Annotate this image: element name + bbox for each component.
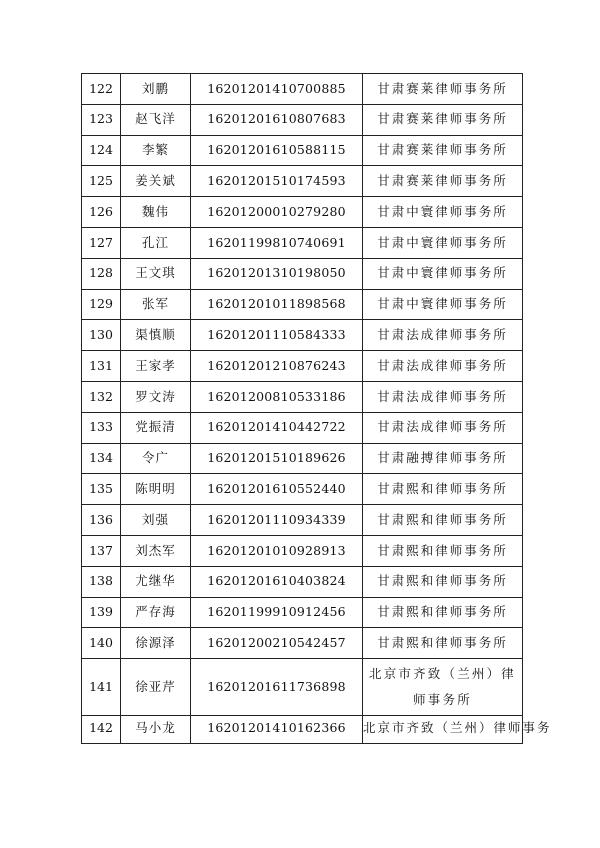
lawyer-name-cell <box>121 566 191 597</box>
row-number-cell-text: 132 <box>89 388 113 404</box>
law-firm-cell-text: 甘肃赛莱律师事务所 <box>377 173 508 189</box>
row-number-cell-text: 123 <box>89 111 113 127</box>
lawyer-name-cell-text: 马小龙 <box>135 720 176 736</box>
law-firm-cell <box>363 716 552 744</box>
license-number-cell-text: 16201201110584333 <box>207 327 346 343</box>
license-number-cell-text: 16201201610403824 <box>207 573 346 589</box>
lawyer-name-cell <box>121 351 191 382</box>
table-row <box>82 628 523 659</box>
lawyer-name-cell <box>121 535 191 566</box>
lawyer-name-cell <box>121 166 191 197</box>
row-number-cell-text: 125 <box>89 173 113 189</box>
law-firm-cell <box>363 443 523 474</box>
law-firm-cell-text: 甘肃法成律师事务所 <box>377 419 508 435</box>
license-number-cell-text: 16201201610552440 <box>207 481 346 496</box>
license-number-cell-text: 16201201610807683 <box>207 111 346 127</box>
law-firm-cell <box>363 197 523 228</box>
row-number-cell <box>82 104 121 135</box>
table-row <box>82 505 523 536</box>
license-number-cell <box>191 289 363 320</box>
law-firm-cell-text: 甘肃赛莱律师事务所 <box>377 80 508 96</box>
license-number-cell <box>191 535 363 566</box>
lawyer-name-cell-text: 赵飞洋 <box>135 111 176 127</box>
law-firm-cell <box>363 135 523 166</box>
row-number-cell <box>82 659 121 716</box>
table-row <box>82 289 523 320</box>
table-row <box>82 566 523 597</box>
law-firm-cell-text: 甘肃法成律师事务所 <box>377 357 508 373</box>
law-firm-cell-text: 甘肃融搏律师事务所 <box>377 450 508 466</box>
table-row <box>82 597 523 628</box>
lawyer-name-cell-text: 陈明明 <box>135 481 176 496</box>
law-firm-cell-text: 甘肃法成律师事务所 <box>377 327 508 343</box>
lawyer-name-cell-text: 尤继华 <box>135 573 176 589</box>
lawyer-name-cell <box>121 716 191 744</box>
law-firm-cell <box>363 659 523 716</box>
law-firm-cell <box>363 381 523 412</box>
license-number-cell-text: 16201200210542457 <box>207 634 346 650</box>
lawyer-name-cell <box>121 135 191 166</box>
row-number-cell <box>82 597 121 628</box>
table-row <box>82 351 523 382</box>
lawyer-name-cell-text: 姜关斌 <box>135 173 176 189</box>
law-firm-cell-text: 甘肃熙和律师事务所 <box>377 634 508 650</box>
license-number-cell-text: 16201201410162366 <box>207 720 346 736</box>
row-number-cell-text: 137 <box>89 542 113 558</box>
row-number-cell-text: 141 <box>89 678 113 694</box>
row-number-cell-text: 131 <box>89 357 113 373</box>
law-firm-cell-text: 甘肃法成律师事务所 <box>377 388 508 404</box>
row-number-cell <box>82 443 121 474</box>
row-number-cell-text: 138 <box>89 573 113 589</box>
lawyer-name-cell-text: 徐亚芹 <box>135 678 176 694</box>
law-firm-cell-text: 甘肃熙和律师事务所 <box>377 481 508 496</box>
law-firm-cell-text: 甘肃中寰律师事务所 <box>377 296 508 312</box>
row-number-cell-text: 134 <box>89 450 113 466</box>
table-row <box>82 412 523 443</box>
license-number-cell <box>191 320 363 351</box>
row-number-cell-text: 139 <box>89 604 113 620</box>
license-number-cell <box>191 197 363 228</box>
row-number-cell-text: 133 <box>89 419 113 435</box>
lawyer-name-cell <box>121 227 191 258</box>
license-number-cell <box>191 597 363 628</box>
lawyer-name-cell-text: 张军 <box>141 296 169 312</box>
table-row <box>82 197 523 228</box>
license-number-cell <box>191 474 363 505</box>
lawyer-name-cell <box>121 443 191 474</box>
table-row <box>82 258 523 289</box>
lawyer-name-cell-text: 王家孝 <box>135 357 176 373</box>
law-firm-cell <box>363 505 523 536</box>
row-number-cell <box>82 351 121 382</box>
license-number-cell <box>191 381 363 412</box>
lawyer-name-cell <box>121 258 191 289</box>
license-number-cell-text: 16201201011898568 <box>207 296 346 312</box>
license-number-cell <box>191 505 363 536</box>
lawyer-name-cell <box>121 289 191 320</box>
lawyer-name-cell <box>121 104 191 135</box>
lawyer-name-cell-text: 渠慎顺 <box>135 327 176 343</box>
law-firm-cell-text: 甘肃中寰律师事务所 <box>377 265 508 281</box>
lawyer-name-cell-text: 徐源泽 <box>135 634 176 650</box>
row-number-cell <box>82 412 121 443</box>
license-number-cell <box>191 659 363 716</box>
law-firm-cell <box>363 166 523 197</box>
lawyer-name-cell-text: 孔江 <box>141 234 169 250</box>
license-number-cell-text: 16201201310198050 <box>207 265 346 281</box>
license-number-cell-text: 16201201610588115 <box>207 142 346 158</box>
license-number-cell-text: 16201201611736898 <box>207 678 346 694</box>
law-firm-cell <box>363 566 523 597</box>
row-number-cell-text: 130 <box>89 327 113 343</box>
law-firm-cell <box>363 74 523 105</box>
row-number-cell-text: 127 <box>89 234 113 250</box>
license-number-cell <box>191 166 363 197</box>
law-firm-cell <box>363 258 523 289</box>
license-number-cell-text: 16201200810533186 <box>207 388 346 404</box>
law-firm-cell <box>363 351 523 382</box>
row-number-cell-text: 135 <box>89 481 113 496</box>
row-number-cell-text: 124 <box>89 142 113 158</box>
law-firm-cell-text: 甘肃熙和律师事务所 <box>377 511 508 527</box>
table-row <box>82 535 523 566</box>
lawyer-name-cell <box>121 628 191 659</box>
law-firm-cell <box>363 320 523 351</box>
law-firm-cell <box>363 474 523 505</box>
row-number-cell <box>82 258 121 289</box>
row-number-cell <box>82 289 121 320</box>
law-firm-cell-text: 甘肃赛莱律师事务所 <box>377 111 508 127</box>
lawyer-name-cell-text: 刘强 <box>141 511 169 527</box>
license-number-cell <box>191 74 363 105</box>
license-number-cell <box>191 258 363 289</box>
table-row <box>82 135 523 166</box>
table-row <box>82 659 523 716</box>
row-number-cell <box>82 227 121 258</box>
law-firm-cell-text: 甘肃赛莱律师事务所 <box>377 142 508 158</box>
law-firm-cell <box>363 104 523 135</box>
lawyer-name-cell <box>121 505 191 536</box>
license-number-cell-text: 16201201110934339 <box>207 511 346 527</box>
row-number-cell-text: 122 <box>89 80 113 96</box>
license-number-cell-text: 16201199910912456 <box>207 604 346 620</box>
license-number-cell <box>191 104 363 135</box>
license-number-cell-text: 16201201510174593 <box>207 173 346 189</box>
row-number-cell <box>82 716 121 744</box>
law-firm-cell <box>363 597 523 628</box>
license-number-cell-text: 16201201410442722 <box>207 419 346 435</box>
row-number-cell-text: 129 <box>89 296 113 312</box>
license-number-cell-text: 16201200010279280 <box>207 203 346 219</box>
license-number-cell <box>191 716 363 744</box>
row-number-cell <box>82 474 121 505</box>
table-row <box>82 381 523 412</box>
license-number-cell-text: 16201201010928913 <box>207 542 346 558</box>
row-number-cell <box>82 74 121 105</box>
lawyer-name-cell <box>121 197 191 228</box>
row-number-cell <box>82 535 121 566</box>
table-row <box>82 716 523 744</box>
lawyer-name-cell <box>121 474 191 505</box>
law-firm-cell-text: 北京市齐致（兰州）律师事务所 <box>369 666 517 708</box>
table-row <box>82 320 523 351</box>
license-number-cell <box>191 443 363 474</box>
row-number-cell <box>82 135 121 166</box>
table-row <box>82 166 523 197</box>
row-number-cell-text: 142 <box>89 720 113 736</box>
lawyer-name-cell-text: 王文琪 <box>135 265 176 281</box>
row-number-cell-text: 136 <box>89 511 113 527</box>
table-row <box>82 74 523 105</box>
table-row <box>82 104 523 135</box>
license-number-cell <box>191 351 363 382</box>
license-number-cell <box>191 227 363 258</box>
lawyer-name-cell-text: 党振清 <box>135 419 176 435</box>
row-number-cell <box>82 320 121 351</box>
license-number-cell-text: 16201201210876243 <box>207 357 346 373</box>
lawyer-name-cell-text: 刘杰军 <box>135 542 176 558</box>
lawyer-name-cell-text: 魏伟 <box>141 203 169 219</box>
row-number-cell-text: 126 <box>89 203 113 219</box>
law-firm-cell <box>363 628 523 659</box>
lawyer-roster-table <box>81 73 552 744</box>
row-number-cell <box>82 166 121 197</box>
license-number-cell <box>191 412 363 443</box>
license-number-cell <box>191 135 363 166</box>
lawyer-name-cell <box>121 412 191 443</box>
law-firm-cell-text: 甘肃熙和律师事务所 <box>377 604 508 620</box>
lawyer-name-cell-text: 刘鹏 <box>141 80 169 96</box>
license-number-cell-text: 16201201410700885 <box>207 80 346 96</box>
lawyer-name-cell-text: 李繁 <box>141 142 169 158</box>
row-number-cell <box>82 628 121 659</box>
law-firm-cell <box>363 412 523 443</box>
lawyer-name-cell-text: 罗文涛 <box>135 388 176 404</box>
table-row <box>82 227 523 258</box>
row-number-cell <box>82 381 121 412</box>
lawyer-name-cell <box>121 74 191 105</box>
lawyer-name-cell <box>121 320 191 351</box>
table-row <box>82 443 523 474</box>
law-firm-cell <box>363 289 523 320</box>
lawyer-name-cell-text: 严存海 <box>135 604 176 620</box>
row-number-cell <box>82 566 121 597</box>
license-number-cell-text: 16201201510189626 <box>207 450 346 466</box>
lawyer-name-cell <box>121 381 191 412</box>
law-firm-cell <box>363 227 523 258</box>
lawyer-name-cell-text: 令广 <box>141 450 169 466</box>
row-number-cell-text: 140 <box>89 634 113 650</box>
row-number-cell <box>82 197 121 228</box>
law-firm-cell-text: 甘肃中寰律师事务所 <box>377 234 508 250</box>
license-number-cell <box>191 628 363 659</box>
lawyer-name-cell <box>121 659 191 716</box>
license-number-cell-text: 16201199810740691 <box>207 234 346 250</box>
table-row <box>82 474 523 505</box>
law-firm-cell-text: 甘肃中寰律师事务所 <box>377 203 508 219</box>
law-firm-cell-text: 北京市齐致（兰州）律师事务 <box>363 720 552 736</box>
row-number-cell-text: 128 <box>89 265 113 281</box>
law-firm-cell <box>363 535 523 566</box>
license-number-cell <box>191 566 363 597</box>
law-firm-cell-text: 甘肃熙和律师事务所 <box>377 573 508 589</box>
law-firm-cell-text: 甘肃熙和律师事务所 <box>377 542 508 558</box>
lawyer-name-cell <box>121 597 191 628</box>
row-number-cell <box>82 505 121 536</box>
